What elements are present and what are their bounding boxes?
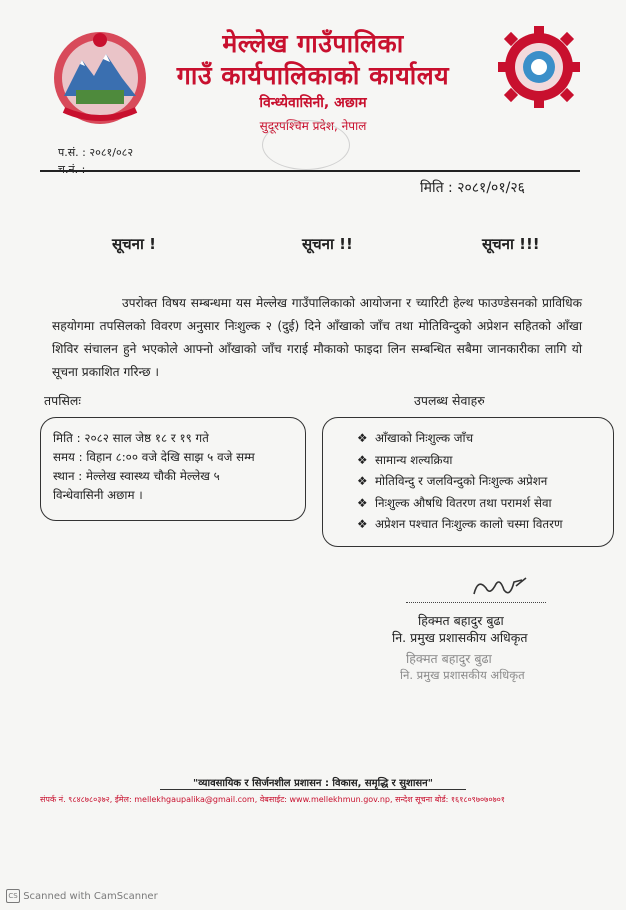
bullet-diamond-icon: ❖ [357, 452, 368, 467]
header-divider [40, 170, 580, 172]
event-place: स्थान : मेल्लेख स्वास्थ्य चौकी मेल्लेख ५ [53, 469, 220, 483]
notice-body-paragraph: उपरोक्त विषय सम्बन्धमा यस मेल्लेख गाउँपालिकाको आयोजना र च्यारिटी हेल्थ फाउण्डेसनको प्राविधिक सहयोगमा तपसिलको विवरण अनुसार निःशुल्क २ (दुई) दिने आँखाको जाँच तथा मोतिविन्दुको अप्रेशन सहितको आँखा शिविर संचालन हुने भएकोले आफ्नो आँखाको जाँच गराई मौकाको फाइदा लिन सम्बन्धित सबैमा जानकारीका लागि यो सूचना प्रकाशित गरिन्छ । [52, 296, 582, 379]
service-item: ❖ आँखाको निःशुल्क जाँच [357, 428, 562, 450]
handwritten-signature [470, 574, 530, 604]
service-item: ❖ निःशुल्क औषधि वितरण तथा परामर्श सेवा [357, 493, 562, 515]
service-item: ❖ सामान्य शल्यक्रिया [357, 450, 562, 472]
service-item: ❖ अप्रेशन पश्चात निःशुल्क कालो चस्मा वितरण [357, 514, 562, 536]
services-box [322, 417, 614, 547]
services-label: उपलब्ध सेवाहरु [414, 393, 485, 408]
office-province: सुदूरपश्चिम प्रदेश, नेपाल [259, 119, 367, 133]
watermark [6, 889, 158, 903]
stamp-designation: नि. प्रमुख प्रशासकीय अधिकृत [400, 668, 525, 682]
watermark-text: Scanned with CamScanner [23, 891, 158, 902]
footer-divider [160, 789, 466, 790]
bullet-diamond-icon: ❖ [357, 431, 368, 445]
notice-heading-1: सूचना ! [112, 235, 156, 253]
signature-dotted-line [406, 602, 546, 603]
reference-number: प.सं. : २०८१/०८२ [58, 146, 134, 159]
event-details-box [40, 417, 306, 521]
office-stamp [262, 120, 350, 170]
footer-slogan: "व्यावसायिक र सिर्जनशील प्रशासन : विकास, समृद्धि र सुशासन" [193, 778, 433, 789]
notice-heading-3: सूचना !!! [482, 235, 540, 253]
event-date: मिति : २०८२ साल जेष्ठ १८ र १९ गते [53, 431, 209, 445]
details-label: तपसिलः [44, 393, 81, 408]
service-item: ❖ मोतिविन्दु र जलविन्दुको निःशुल्क अप्रेशन [357, 471, 562, 493]
signatory-name: हिक्मत बहादुर बुढा [418, 613, 504, 628]
office-location: विन्ध्येवासिनी, अछाम [259, 95, 367, 111]
stamp-name: हिक्मत बहादुर बुढा [406, 651, 492, 666]
bullet-diamond-icon: ❖ [357, 517, 368, 531]
bullet-diamond-icon: ❖ [357, 495, 368, 510]
notice-heading-2: सूचना !! [302, 235, 353, 253]
event-place-continued: विन्धेवासिनी अछाम । [53, 488, 143, 502]
camscanner-icon: CS [6, 889, 20, 903]
letter-date: मिति : २०८१/०१/२६ [420, 180, 525, 196]
office-name: गाउँ कार्यपालिकाको कार्यालय [176, 61, 450, 90]
signatory-designation: नि. प्रमुख प्रशासकीय अधिकृत [392, 630, 528, 645]
event-time: समय : विहान ८:०० वजे देखि साझ ५ वजे सम्म [53, 450, 255, 464]
footer-contact: संपर्क नं. ९८४८७८०३७२, ईमेल: mellekhgaupalika@gmail.com, वेबसाईट: www.mellekhmun.gov.np, सन्देश सूचना बोर्ड: १६१८०९७०७०७०१ [40, 795, 505, 804]
municipality-name: मेल्लेख गाउँपालिका [222, 29, 404, 58]
bullet-diamond-icon: ❖ [357, 474, 368, 488]
